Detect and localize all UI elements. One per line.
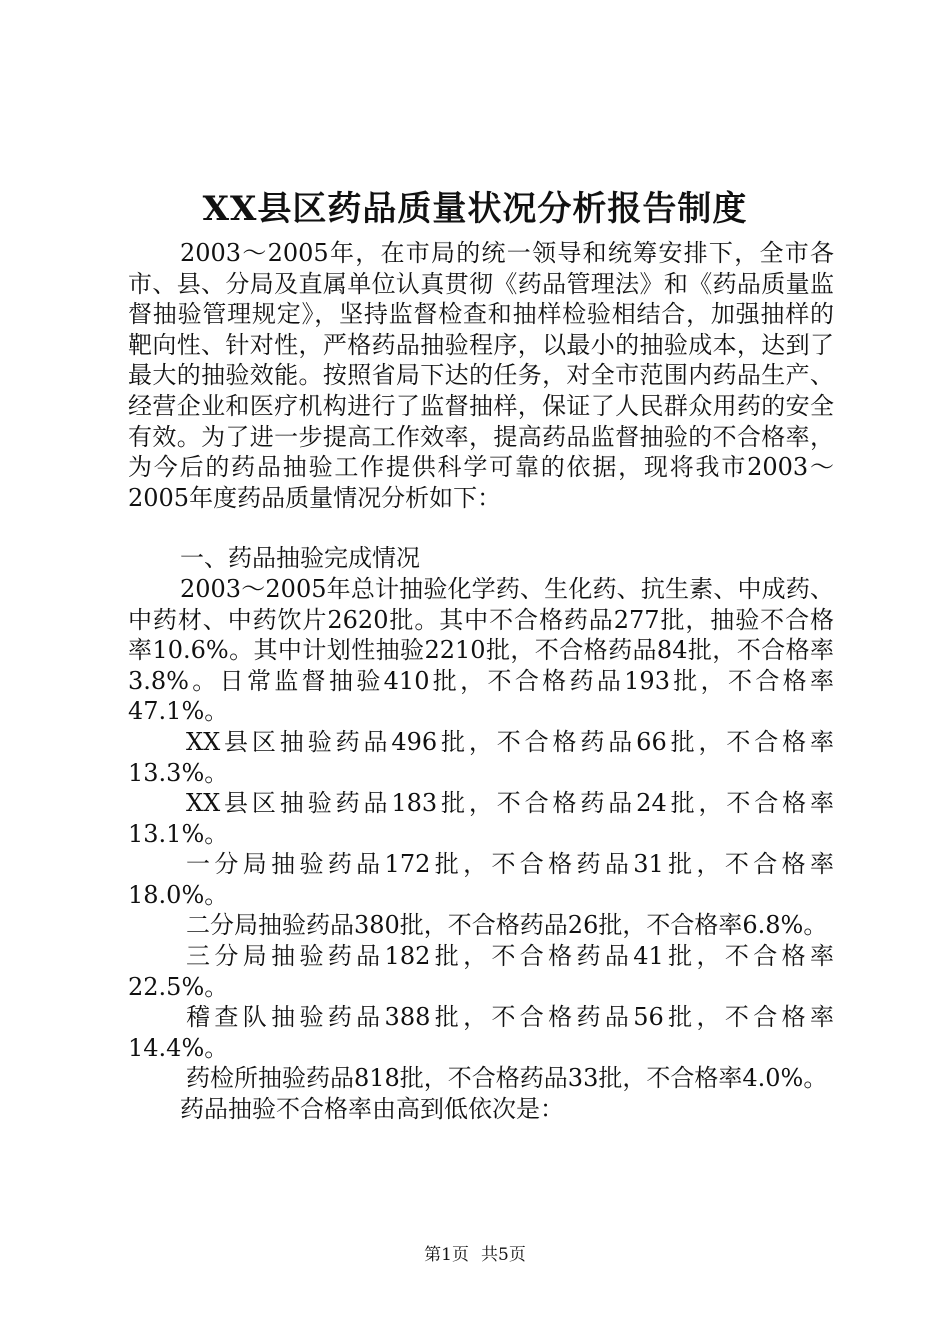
intro-paragraph: 2003～2005年，在市局的统一领导和统筹安排下，全市各市、县、分局及直属单位认真贯彻《药品管理法》和《药品质量监督抽验管理规定》，坚持监督检查和抽样检验相结合，加强抽样的靶向性、针对性，严格药品抽验程序，以最小的抽验成本，达到了最大的抽验效能。按照省局下达的任务，对全市范围内药品生产、经营企业和医疗机构进行了监督抽样，保证了人民群众用药的安全有效。为了进一步提高工作效率，提高药品监督抽验的不合格率，为今后的药品抽验工作提供科学可靠的依据，现将我市2003～2005年度药品质量情况分析如下： xyxy=(128,239,834,512)
stat-line: 稽查队抽验药品388批，不合格药品56批，不合格率14.4%。 xyxy=(128,1003,834,1062)
section-heading: 一、药品抽验完成情况 xyxy=(180,544,420,573)
stat-line: 药检所抽验药品818批，不合格药品33批，不合格率4.0%。 xyxy=(186,1064,828,1093)
closing-paragraph: 药品抽验不合格率由高到低依次是： xyxy=(180,1095,564,1124)
stat-line: 一分局抽验药品172批，不合格药品31批，不合格率18.0%。 xyxy=(128,850,834,909)
stat-line: 三分局抽验药品182批，不合格药品41批，不合格率22.5%。 xyxy=(128,942,834,1001)
page-footer xyxy=(0,1243,950,1267)
stat-line: XX县区抽验药品183批，不合格药品24批，不合格率13.1%。 xyxy=(128,789,834,848)
page-total: 共5页 xyxy=(481,1245,526,1265)
document-title: XX县区药品质量状况分析报告制度 xyxy=(202,189,748,229)
summary-paragraph: 2003～2005年总计抽验化学药、生化药、抗生素、中成药、中药材、中药饮片2620批。其中不合格药品277批，抽验不合格率10.6%。其中计划性抽验2210批，不合格药品84批，不合格率3.8%。日常监督抽验410批，不合格药品193批，不合格率47.1%。 xyxy=(128,574,834,726)
document-body xyxy=(128,238,834,1125)
page-number: 第1页 xyxy=(424,1245,469,1265)
stat-line: 二分局抽验药品380批，不合格药品26批，不合格率6.8%。 xyxy=(186,911,828,940)
stat-line: XX县区抽验药品496批，不合格药品66批，不合格率13.3%。 xyxy=(128,727,834,787)
